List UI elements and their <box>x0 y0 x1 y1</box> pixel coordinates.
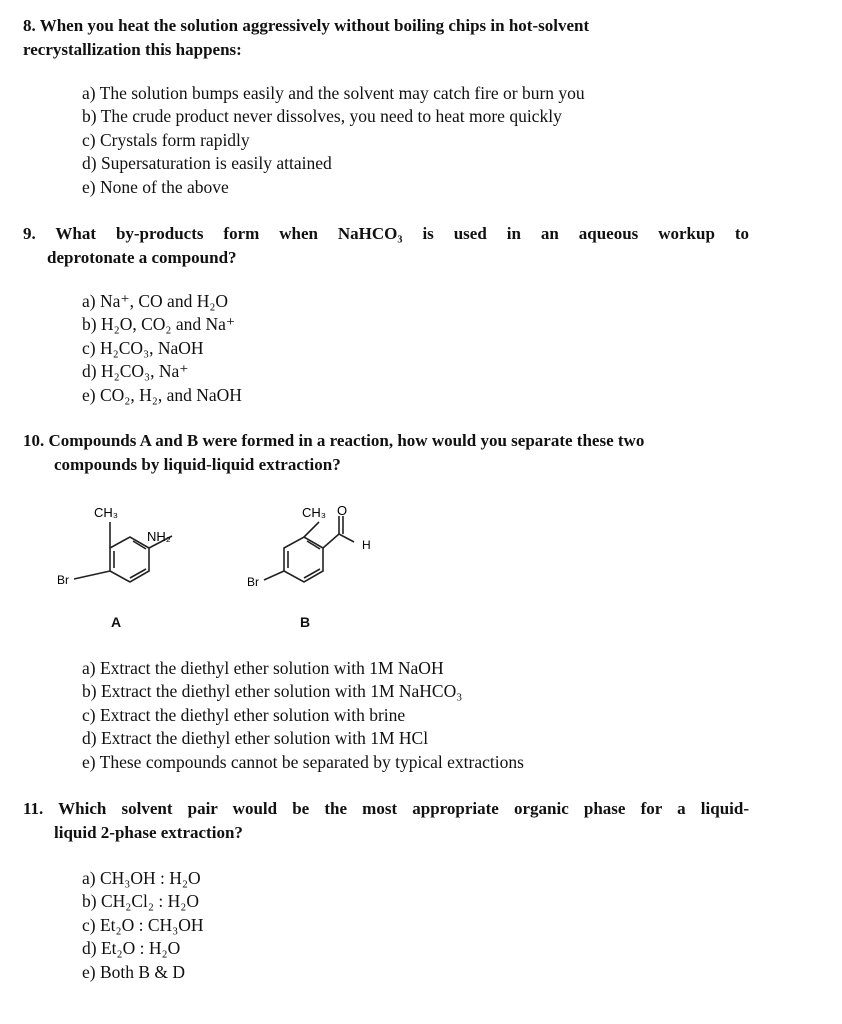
question-text-line2: recrystallization this happens: <box>23 40 242 59</box>
bromo-bond <box>74 571 110 579</box>
question-10-options <box>82 657 524 774</box>
question-number: 9. <box>23 224 36 243</box>
option-d[interactable]: d) Extract the diethyl ether solution with 1M HCl <box>82 728 429 749</box>
option-a[interactable]: a) Na⁺, CO and H₂O <box>82 291 229 311</box>
ch3-label: CH₃ <box>93 505 119 520</box>
question-11-options <box>82 867 204 984</box>
question-8-options <box>82 82 585 199</box>
question-text-line1: Which solvent pair would be the most appropriate organic phase for a liquid- <box>58 799 749 818</box>
option-a[interactable]: a) Extract the diethyl ether solution with 1M NaOH <box>82 658 444 678</box>
question-11-stem <box>23 797 749 845</box>
option-c[interactable]: c) Extract the diethyl ether solution with brine <box>82 704 406 725</box>
br-label: Br <box>247 575 259 589</box>
option-c[interactable]: c) Et₂O : CH₃OH <box>82 914 204 935</box>
compound-b-label: B <box>300 614 311 630</box>
option-c[interactable]: c) H₂CO₃, NaOH <box>82 337 204 358</box>
option-b[interactable]: b) H₂O, CO₂ and Na⁺ <box>82 314 236 335</box>
option-b[interactable]: b) The crude product never dissolves, you need to heat more quickly <box>82 106 562 127</box>
question-text-line1: What by-products form when NaHCO₃ is used in an aqueous workup to <box>55 224 749 243</box>
methyl-bond <box>304 522 319 537</box>
option-e[interactable]: e) None of the above <box>82 176 229 197</box>
option-d[interactable]: d) Et₂O : H₂O <box>82 938 181 959</box>
question-10-stem <box>23 429 751 477</box>
question-number: 8. <box>23 16 36 35</box>
question-8-stem <box>23 14 743 62</box>
option-d[interactable]: d) Supersaturation is easily attained <box>82 153 332 174</box>
benzene-ring <box>284 537 323 582</box>
option-e[interactable]: e) CO₂, H₂, and NaOH <box>82 384 242 405</box>
option-d[interactable]: d) H₂CO₃, Na⁺ <box>82 361 189 382</box>
question-text-line2: deprotonate a compound? <box>47 248 237 267</box>
question-text-line2: compounds by liquid-liquid extraction? <box>54 455 341 474</box>
h-label: H <box>362 538 371 552</box>
question-text-line1: When you heat the solution aggressively without boiling chips in hot-solvent <box>39 16 590 35</box>
compound-b-structure <box>244 500 394 600</box>
option-a[interactable]: a) CH₃OH : H₂O <box>82 868 201 888</box>
o-label: O <box>337 503 348 518</box>
question-9-stem <box>23 222 749 270</box>
compound-a-structure <box>50 500 210 600</box>
question-number: 11. <box>23 799 44 818</box>
question-9-options <box>82 290 242 407</box>
question-text-line2: liquid 2-phase extraction? <box>54 823 243 842</box>
br-label: Br <box>57 573 69 587</box>
option-c[interactable]: c) Crystals form rapidly <box>82 129 250 150</box>
bromo-bond <box>264 571 284 580</box>
aldehyde-bond <box>323 534 339 548</box>
option-e[interactable]: e) Both B & D <box>82 961 186 982</box>
question-number: 10. <box>23 431 45 450</box>
option-b[interactable]: b) CH₂Cl₂ : H₂O <box>82 891 199 912</box>
option-b[interactable]: b) Extract the diethyl ether solution with 1M NaHCO₃ <box>82 681 463 702</box>
option-a[interactable]: a) The solution bumps easily and the solvent may catch fire or burn you <box>82 83 585 103</box>
option-e[interactable]: e) These compounds cannot be separated by typical extractions <box>82 751 524 772</box>
question-text-line1: Compounds A and B were formed in a reaction, how would you separate these two <box>48 431 645 450</box>
ch3-label: CH₃ <box>301 505 327 520</box>
compound-a-label: A <box>111 614 122 630</box>
benzene-ring <box>110 537 149 582</box>
nh2-label: NH₂ <box>147 529 171 544</box>
